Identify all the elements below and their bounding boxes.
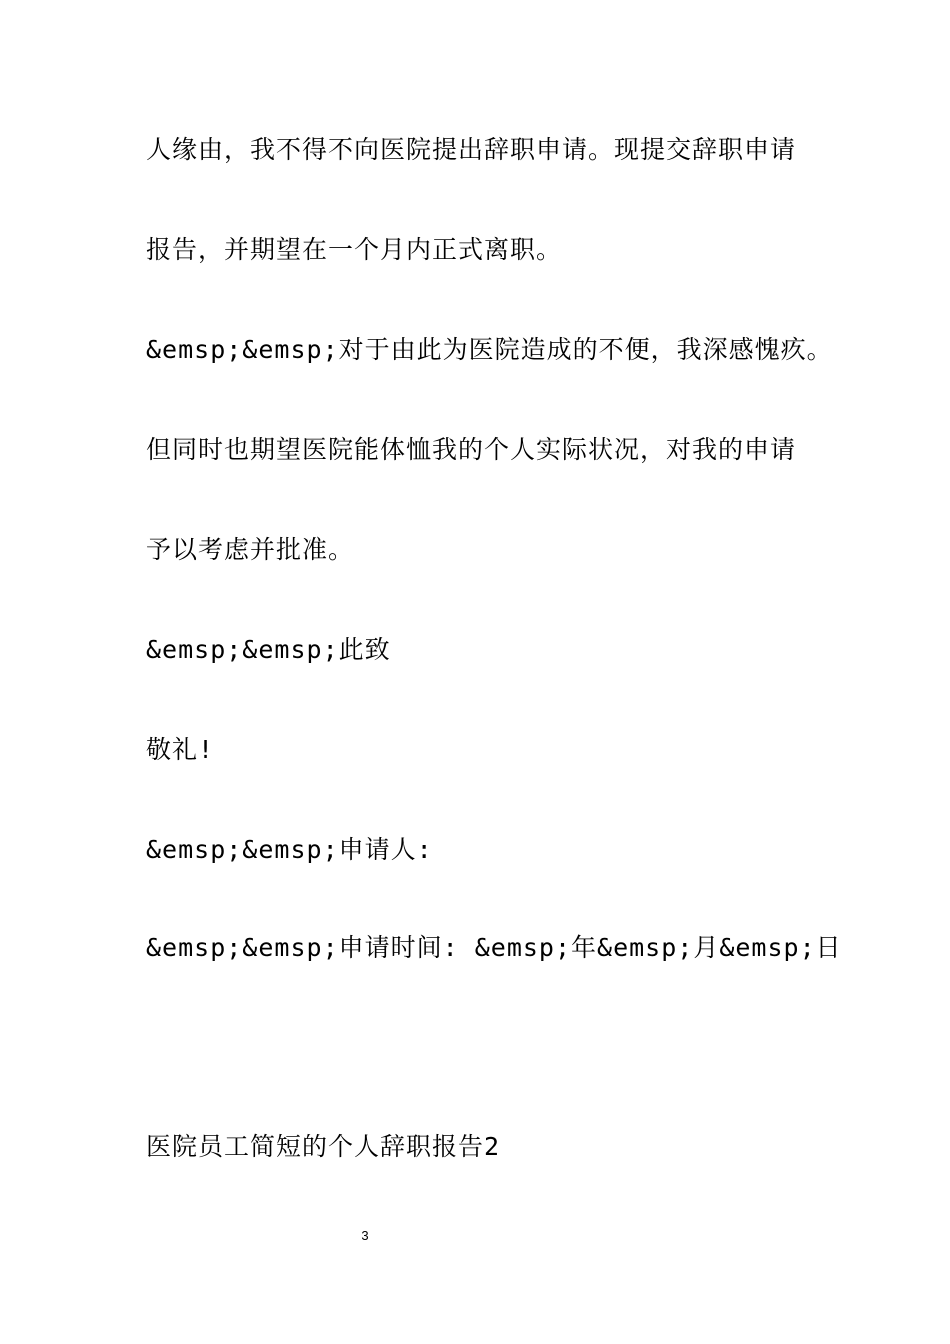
body-line-5: 予以考虑并批准。	[146, 535, 355, 564]
application-date-line: &emsp;&emsp;申请时间: &emsp;年&emsp;月&emsp;日	[146, 933, 842, 962]
closing-salutation: &emsp;&emsp;此致	[146, 635, 391, 664]
applicant-line: &emsp;&emsp;申请人:	[146, 835, 433, 864]
body-line-1: 人缘由，我不得不向医院提出辞职申请。现提交辞职申请	[146, 135, 797, 164]
body-line-4: 但同时也期望医院能体恤我的个人实际状况，对我的申请	[146, 435, 797, 464]
body-line-2: 报告，并期望在一个月内正式离职。	[146, 235, 563, 264]
page-number: 3	[361, 1228, 369, 1243]
section-heading: 医院员工简短的个人辞职报告2	[146, 1132, 501, 1161]
closing-regards: 敬礼!	[146, 735, 215, 764]
body-line-3: &emsp;&emsp;对于由此为医院造成的不便，我深感愧疚。	[146, 335, 833, 364]
